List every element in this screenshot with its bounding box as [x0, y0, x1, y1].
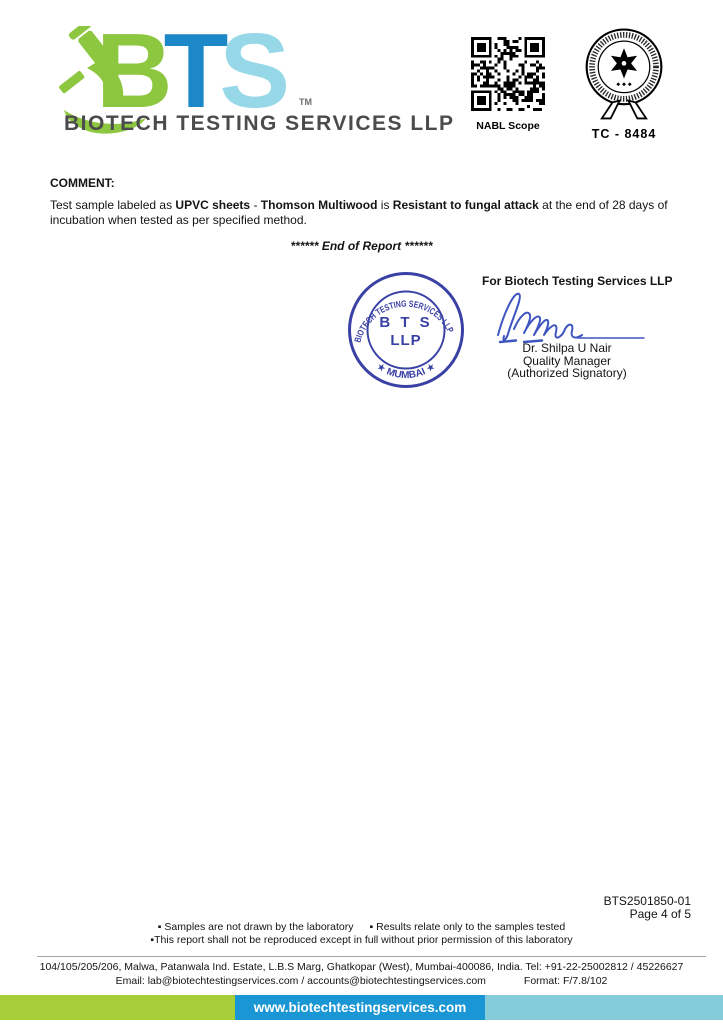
test-result: Resistant to fungal attack: [392, 198, 539, 212]
page-number: Page 4 of 5: [629, 907, 691, 921]
comment-text: Test sample labeled as: [50, 198, 176, 212]
signatory-block: [472, 342, 662, 380]
note-results: ▪ Results relate only to the samples tested: [369, 921, 566, 933]
bottom-color-bar: [0, 995, 723, 1020]
company-round-stamp: [346, 270, 466, 390]
comment-text: is: [377, 198, 393, 212]
footer-notes-line2: ▪This report shall not be reproduced except in full without prior permission of this laboratory: [150, 934, 573, 946]
qr-code: [470, 37, 546, 111]
comment-text: -: [250, 198, 261, 212]
nabl-scope-block: [470, 37, 546, 132]
nabl-accreditation-seal-icon: [577, 26, 671, 122]
comment-text: at the end of 28 days of incubation when tested as per specified method.: [50, 198, 668, 227]
comment-paragraph: [50, 198, 682, 228]
signatory-name: Dr. Shilpa U Nair: [522, 341, 612, 355]
qr-code-label: NABL Scope: [476, 120, 540, 132]
format-code: Format: F/7.8/102: [523, 975, 608, 987]
bar-lightblue-segment: [485, 995, 723, 1020]
footer-notes-line1: [0, 921, 723, 933]
logo-letter-s: S: [219, 12, 282, 130]
company-wordmark: BIOTECH TESTING SERVICES LLP: [64, 112, 455, 135]
footer-contact-row: [0, 975, 723, 987]
logo-letter-b: B: [96, 12, 164, 130]
svg-text:★ MUMBAI ★: [374, 361, 438, 381]
bar-green-segment: [0, 995, 235, 1020]
client-name: Thomson Multiwood: [260, 198, 378, 212]
signatory-note: (Authorized Signatory): [507, 366, 627, 380]
report-number: BTS2501850-01: [603, 894, 691, 908]
footer-divider: [37, 956, 706, 957]
bts-logo-letters: [96, 12, 282, 130]
note-samples: ▪ Samples are not drawn by the laboratory: [157, 921, 354, 933]
for-company-line: For Biotech Testing Services LLP: [482, 274, 673, 288]
signature-scrawl: [486, 285, 648, 347]
stamp-ring-bottom-text: ★ MUMBAI ★: [374, 360, 438, 382]
stamp-center-llp: LLP: [390, 332, 422, 349]
logo-letter-t: T: [163, 12, 220, 130]
stamp-center-bts: B T S: [379, 314, 433, 331]
seal-certificate-number: TC - 8484: [591, 127, 657, 141]
comment-heading: COMMENT:: [50, 176, 115, 190]
bar-blue-segment: [235, 995, 485, 1020]
report-number-block: [604, 895, 691, 921]
sample-name: UPVC sheets: [175, 198, 251, 212]
signatory-role: Quality Manager: [522, 353, 612, 368]
stamp-ring-top-text: BIOTECH TESTING SERVICES LLP: [352, 298, 457, 344]
company-website: www.biotechtestingservices.com: [253, 1000, 467, 1015]
end-of-report-marker: ****** End of Report ******: [290, 239, 433, 253]
company-email: Email: lab@biotechtestingservices.com / accounts@biotechtestingservices.com: [115, 975, 486, 987]
company-address: 104/105/205/206, Malwa, Patanwala Ind. Estate, L.B.S Marg, Ghatkopar (West), Mumbai-400086, India. Tel: +91-22-25002812 / 45226627: [39, 961, 684, 973]
nabl-seal-block: [577, 26, 671, 141]
trademark-symbol: TM: [299, 97, 312, 107]
